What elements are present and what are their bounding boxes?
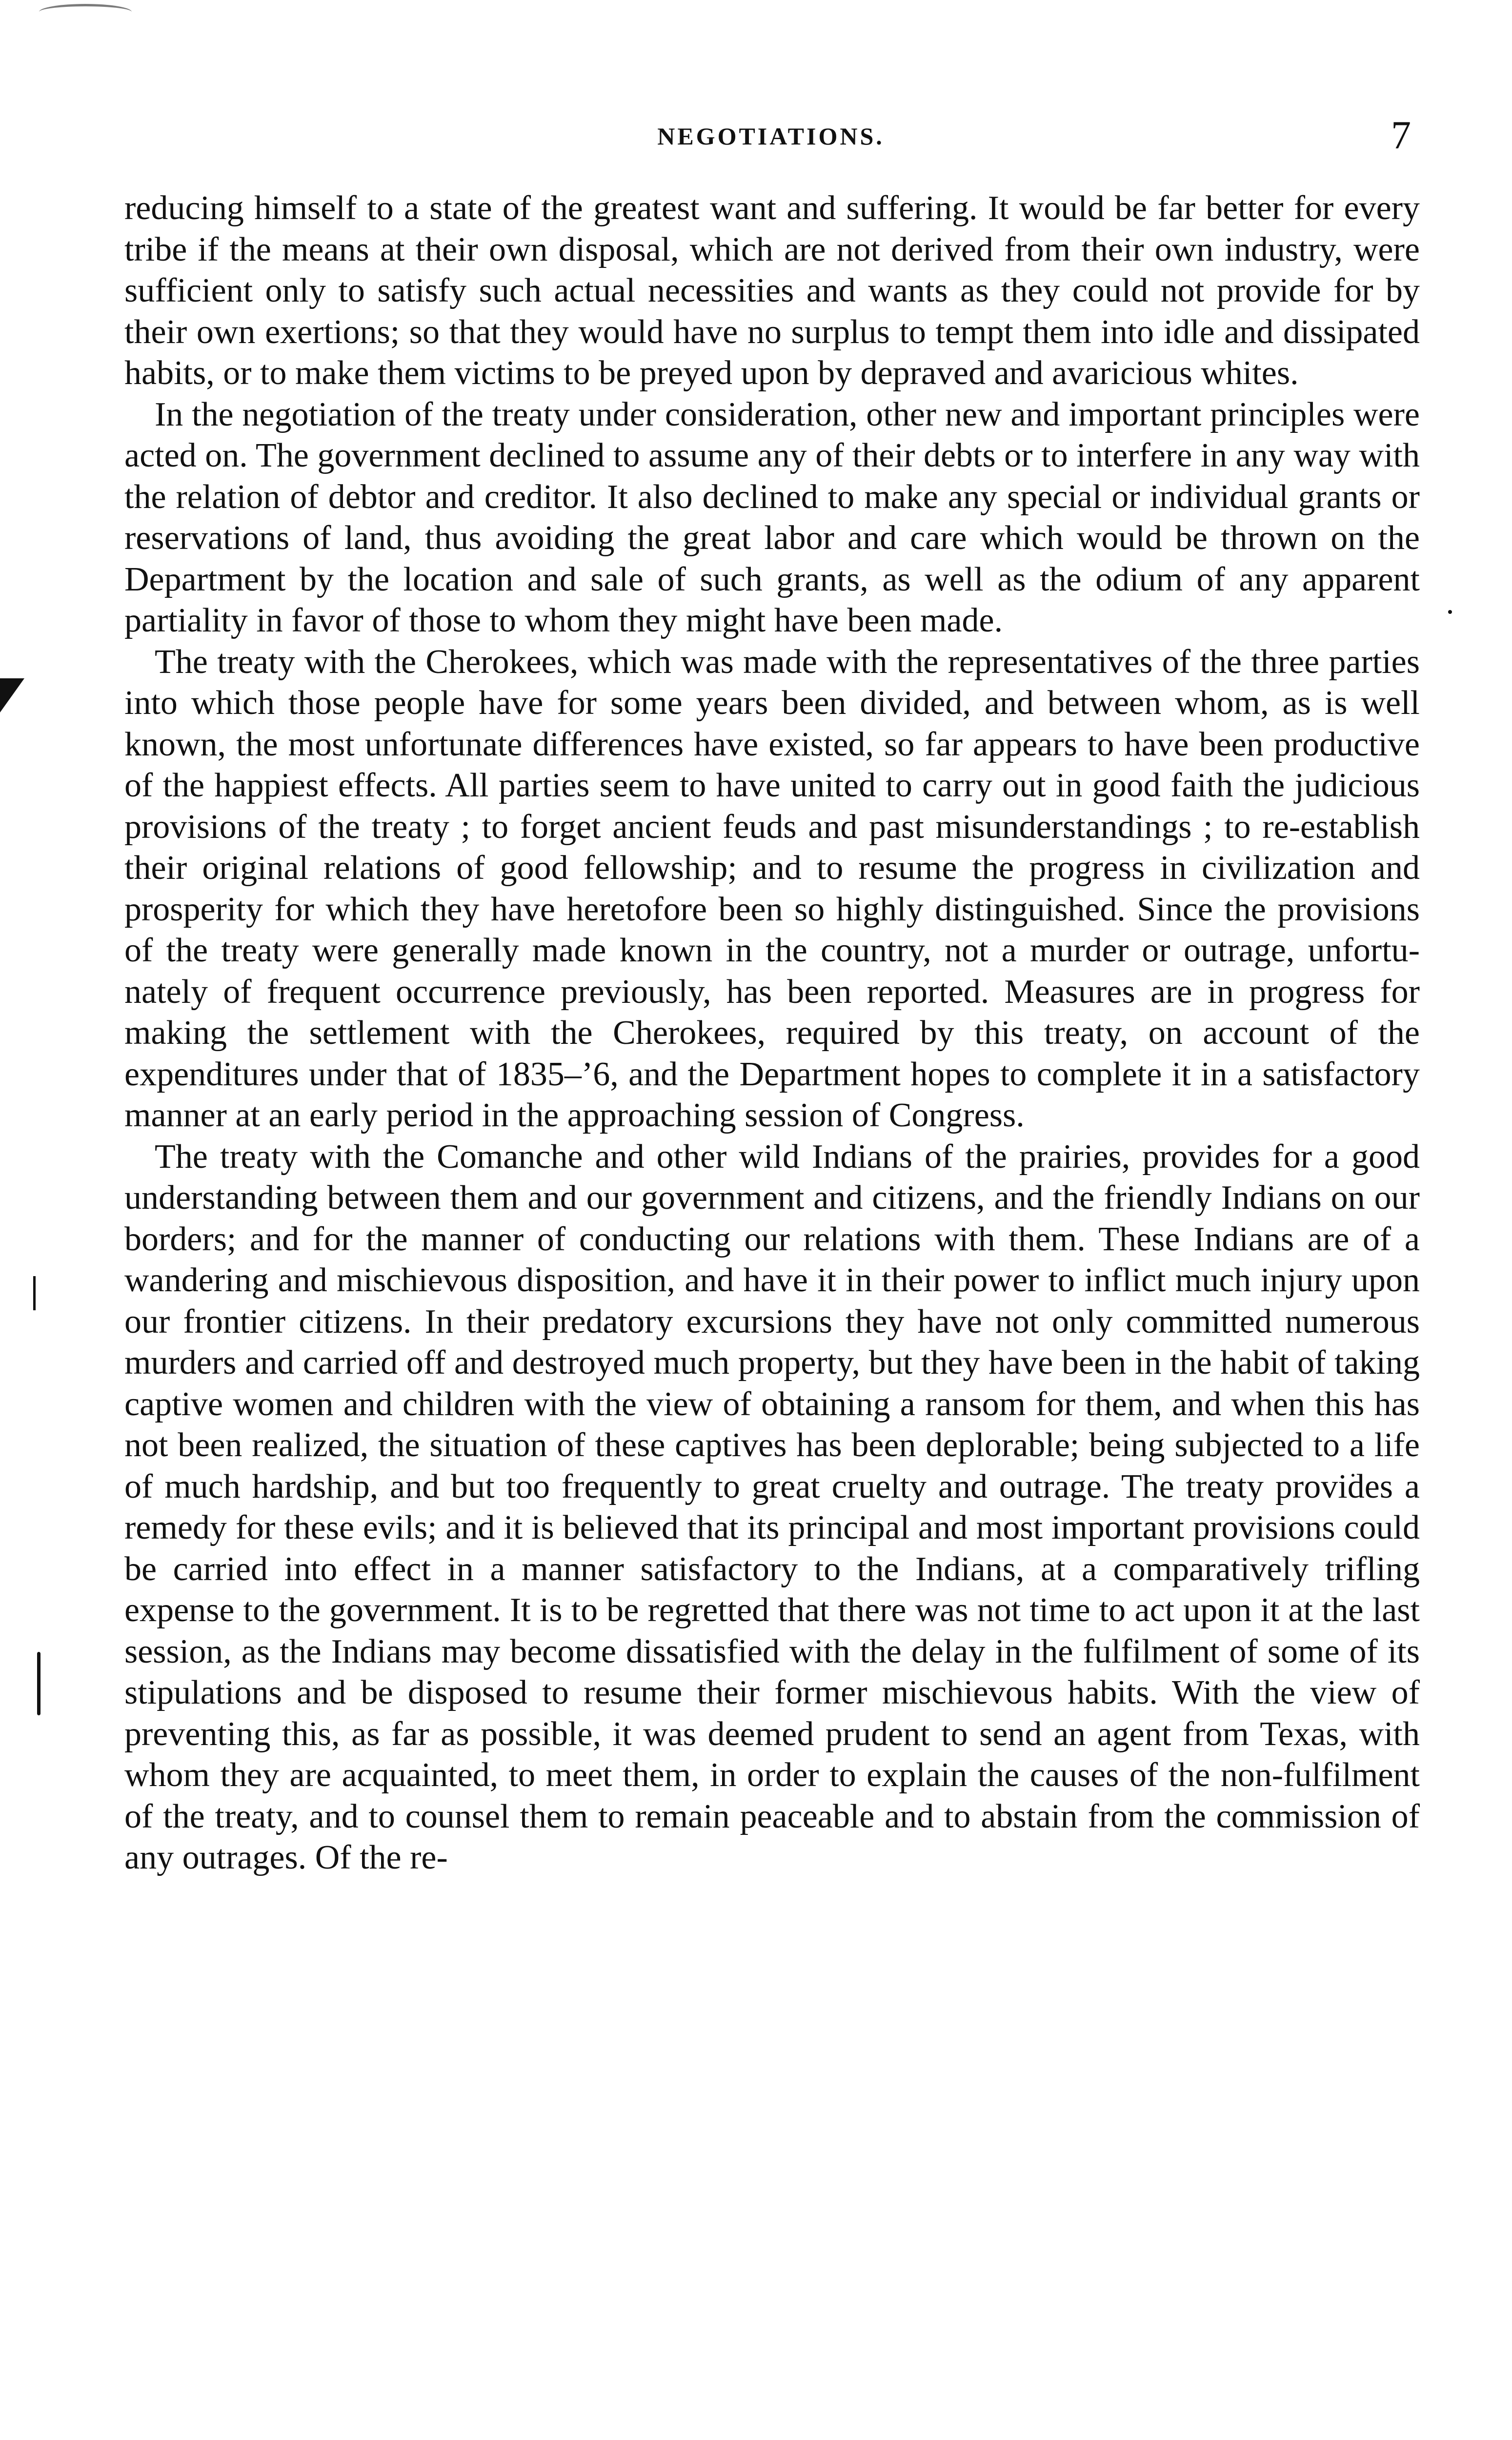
paragraph: reducing himself to a state of the greatest want and suffering. It would be far better for every tribe if the means at their own disposal, which are not derived from their own industry, were sufficient only to satisfy such actual necessities and wants as they could not provide for by their own exertions; so that they would have no surplus to tempt them into idle and dissipated habits, or to make them victims to be preyed upon by depraved and avaricious whites.	[124, 189, 1420, 392]
left-margin-bracket-mark	[0, 678, 24, 752]
page-header	[122, 112, 1420, 166]
body-text	[124, 188, 1420, 1879]
paragraph: The treaty with the Comanche and other wild Indians of the prairies, provides for a good understanding between them and our government and citizens, and the friendly Indians on our borders; and for the manner of conducting our relations with them. These Indians are of a wandering and mischievous disposition, and have it in their power to inflict much injury upon our frontier citizens. In their predatory excursions they have not only committed numerous murders and carried off and destroyed much property, but they have been in the habit of taking captive women and children with the view of obtaining a ransom for them, and when this has not been realized, the situation of these captives has been deplorable; being subjected to a life of much hardship, and but too frequently to great cruelty and outrage. The treaty provides a remedy for these evils; and it is believed that its principal and most important provisions could be carried into effect in a manner satisfactory to the Indians, at a comparatively trifling expense to the government. It is to be regretted that there was not time to act upon it at the last session, as the Indians may become dissatisfied with the delay in the fulfilment of some of its stipulations and be disposed to resume their former mischievous habits. With the view of preventing this, as far as possible, it was deemed prudent to send an agent from Texas, with whom they are acquainted, to meet them, in order to explain the causes of the non-fulfilment of the treaty, and to counsel them to remain peaceable and to abstain from the commission of any outrages. Of the re-	[124, 1138, 1420, 1876]
running-head: NEGOTIATIONS.	[657, 122, 885, 150]
page-edge-mark	[39, 4, 132, 20]
paragraph: In the negotiation of the treaty under consideration, other new and important principles were acted on. The government declined to assume any of their debts or to interfere in any way with the relation of debtor and creditor. It also declined to make any special or individual grants or reservations of land, thus avoiding the great labor and care which would be thrown on the Department by the location and sale of such grants, as well as the odium of any apparent partiality in favor of those to whom they might have been made.	[124, 395, 1420, 639]
margin-tick-mark	[33, 1276, 36, 1310]
page-number: 7	[1391, 113, 1411, 157]
paragraph: The treaty with the Cherokees, which was made with the representatives of the three parties into which those people have for some years been divided, and between whom, as is well known, the most unfortunate differences have existed, so far appears to have been productive of the happiest effects. All parties seem to have united to carry out in good faith the judicious provisions of the treaty ; to forget ancient feuds and past misunderstandings ; to re-establish their original relations of good fellowship; and to resume the progress in civilization and prosperity for which they have heretofore been so highly distinguished. Since the provisions of the treaty were generally made known in the country, not a murder or outrage, unfortunately of frequent occurrence previously, has been reported. Measures are in progress for making the settlement with the Cherokees, required by this treaty, on account of the expenditures under that of 1835–’6, and the Department hopes to complete it in a satisfactory manner at an early period in the approaching session of Congress.	[124, 643, 1420, 1134]
margin-curly-mark	[37, 1652, 40, 1715]
margin-dot-mark	[1448, 610, 1452, 614]
